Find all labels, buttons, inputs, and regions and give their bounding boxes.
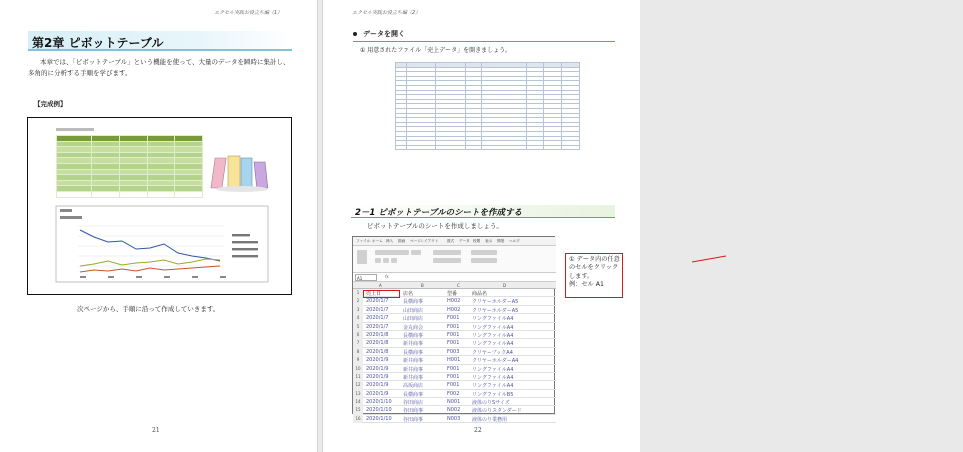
table-row[interactable]: 15 2020/1/10 谷田商事 N002 液体のりスタンダード [353, 406, 556, 414]
column-header[interactable]: B [421, 283, 424, 288]
table-row[interactable]: 7 2020/1/8 新井商事 F001 リングファイルA4 [353, 339, 556, 347]
ribbon-tab[interactable]: データ [459, 239, 470, 243]
bold-button[interactable] [375, 258, 381, 263]
ribbon-tab[interactable]: 校閲 [473, 239, 481, 243]
ribbon-tab[interactable]: 挿入 [386, 239, 394, 243]
ribbon-tab[interactable]: ヘルプ [509, 239, 520, 243]
ribbon-tab[interactable]: 開発 [497, 239, 505, 243]
column-header[interactable]: C [457, 283, 460, 288]
right-page [322, 0, 640, 452]
subsection-description: ピボットテーブルのシートを作成しましょう。 [367, 222, 503, 230]
table-row[interactable]: 16 2020/1/10 谷田商事 N003 液体のり業務用 [353, 415, 556, 423]
ribbon-tabs [353, 237, 556, 246]
sales-line-chart-image [56, 206, 268, 282]
formula-bar [353, 273, 556, 282]
closing-text: 次ページから、手順に沿って作成していきます。 [77, 305, 220, 313]
column-header[interactable]: D [503, 283, 507, 288]
table-row[interactable]: 4 2020/1/7 山田商店 F001 リングファイルA4 [353, 314, 556, 322]
running-header: エクセル実践お役立ち編（1） [214, 10, 283, 16]
chapter-title: 第2章 ピボットテーブル [32, 36, 164, 50]
left-page [0, 0, 318, 452]
align-buttons[interactable] [433, 250, 461, 255]
page-number: 21 [152, 427, 160, 434]
table-row[interactable]: 1 売上日 店名 型番 商品名 [353, 289, 556, 297]
subsection-title: 2－1 ピボットテーブルのシートを作成する [355, 208, 523, 218]
instruction-callout: ① データ内の任意のセルをクリックします。 例：セル A1 [565, 253, 623, 298]
ribbon-tab[interactable]: 描画 [398, 239, 406, 243]
sales-data-sheet-image [395, 62, 580, 150]
ribbon-tab[interactable]: ホーム [372, 239, 383, 243]
table-row[interactable]: 8 2020/1/8 長横商事 F003 クリヤーブックA4 [353, 348, 556, 356]
book-stack-illustration [212, 152, 272, 194]
chapter-title-bar [28, 31, 292, 51]
page-number: 22 [474, 427, 482, 434]
step-1-text: ① 用意されたファイル「売上データ」を開きましょう。 [360, 47, 512, 54]
underline-button[interactable] [391, 258, 397, 263]
subsection-title-bar [351, 205, 615, 218]
indent-buttons[interactable] [433, 258, 461, 263]
sheet-rows [353, 289, 556, 423]
table-row[interactable]: 5 2020/1/7 金丸商会 F001 リングファイルA4 [353, 323, 556, 331]
number-format-select[interactable] [471, 250, 497, 255]
table-row[interactable]: 6 2020/1/8 長横商事 F001 リングファイルA4 [353, 331, 556, 339]
table-row[interactable]: 10 2020/1/9 新井商事 F001 リングファイルA4 [353, 365, 556, 373]
table-row[interactable]: 14 2020/1/10 谷田商店 N001 液体のりSサイズ [353, 398, 556, 406]
section-divider [353, 41, 615, 42]
column-headers [353, 282, 556, 289]
name-box[interactable]: A1 [355, 274, 377, 281]
section-heading [353, 29, 405, 39]
intro-paragraph: 本章では、「ピボットテーブル」という機能を使って、大量のデータを瞬時に集計し、多角的に分析する手順を学びます。 [28, 58, 290, 77]
ribbon-tab[interactable]: 表示 [485, 239, 493, 243]
example-heading: 【完成例】 [34, 100, 67, 108]
percent-button[interactable] [471, 258, 497, 263]
excel-screenshot [352, 236, 555, 423]
font-name-select[interactable] [375, 250, 409, 255]
section-heading-text: データを開く [363, 30, 405, 38]
table-row[interactable]: 2 2020/1/7 長横商事 H002 クリヤーホルダーA5 [353, 297, 556, 305]
pivot-table-image [56, 135, 203, 198]
column-header[interactable]: A [379, 283, 382, 288]
fx-icon: fx [385, 274, 389, 279]
ribbon-body [353, 246, 556, 273]
ribbon-tab[interactable]: ページレイアウト [410, 239, 439, 243]
table-row[interactable]: 13 2020/1/9 長横商事 F002 リングファイルB5 [353, 390, 556, 398]
ribbon-tab[interactable]: ファイル [356, 239, 371, 243]
table-row[interactable]: 9 2020/1/9 新井商事 H001 クリヤーホルダーA4 [353, 356, 556, 364]
pivot-filter-label [56, 128, 94, 131]
table-row[interactable]: 3 2020/1/7 山田商店 H002 クリヤーホルダーA5 [353, 306, 556, 314]
font-size-select[interactable] [411, 250, 421, 255]
ribbon-tab[interactable]: 数式 [447, 239, 455, 243]
italic-button[interactable] [383, 258, 389, 263]
table-row[interactable]: 12 2020/1/9 高坂商店 F001 リングファイルA4 [353, 381, 556, 389]
table-row[interactable]: 11 2020/1/9 新井商事 F001 リングファイルA4 [353, 373, 556, 381]
selected-cell-a1[interactable] [363, 290, 400, 298]
paste-button[interactable] [357, 250, 367, 264]
running-header: エクセル実践お役立ち編（2） [352, 10, 421, 16]
bullet-icon [353, 32, 357, 36]
